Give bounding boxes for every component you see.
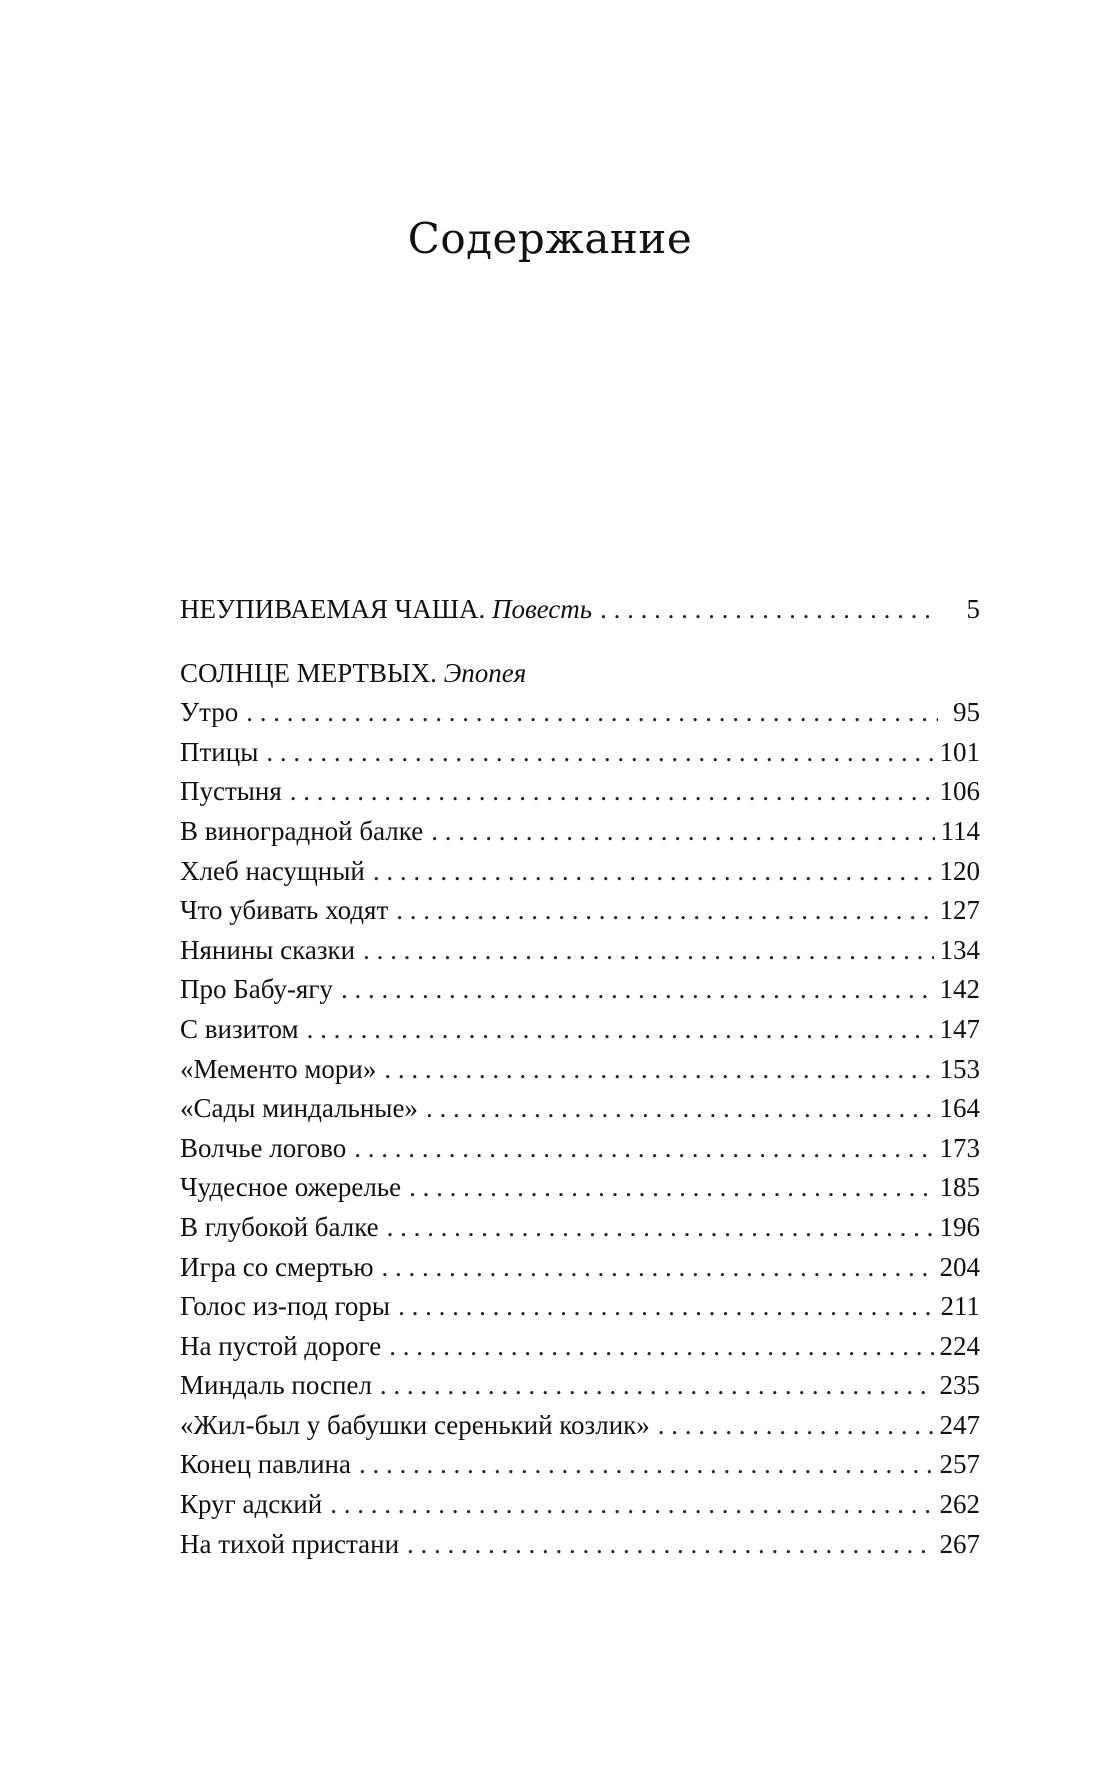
work-genre: Эпопея: [443, 657, 527, 688]
section-heading-work2: [180, 654, 980, 694]
toc-entry-label: Что убивать ходят: [180, 895, 389, 926]
toc-entry[interactable]: [180, 1525, 980, 1565]
toc-entry[interactable]: [180, 1168, 980, 1208]
page-number: 127: [939, 895, 980, 926]
toc-entry[interactable]: [180, 852, 980, 892]
page-number: 164: [939, 1093, 980, 1124]
toc-entry[interactable]: [180, 693, 980, 733]
toc-entry[interactable]: [180, 1327, 980, 1367]
dot-leader: [387, 1208, 934, 1248]
toc-entry[interactable]: [180, 931, 980, 971]
dot-leader: [431, 812, 934, 852]
page-number: 95: [953, 697, 980, 728]
toc-entry-label: Про Бабу-ягу: [180, 974, 333, 1005]
work-title: НЕУПИВАЕМАЯ ЧАША.: [180, 594, 486, 624]
toc-entry[interactable]: [180, 970, 980, 1010]
page-number: 142: [939, 974, 980, 1005]
work-genre: Повесть: [491, 594, 593, 624]
toc-entry[interactable]: [180, 1208, 980, 1248]
toc-entry-label: Миндаль поспел: [180, 1370, 372, 1401]
page-number: 257: [939, 1449, 980, 1480]
toc-entry-label: [180, 590, 592, 630]
toc-entry[interactable]: [180, 1485, 980, 1525]
toc-entry[interactable]: [180, 812, 980, 852]
page-number: 106: [939, 776, 980, 807]
dot-leader: [407, 1525, 933, 1565]
toc-entry-label: С визитом: [180, 1013, 299, 1044]
toc-entry[interactable]: [180, 1366, 980, 1406]
toc-entry-work1[interactable]: [180, 590, 980, 630]
toc-entry-label: В виноградной балке: [180, 815, 424, 846]
page-number: 267: [939, 1528, 980, 1559]
work-title: СОЛНЦЕ МЕРТВЫХ.: [180, 657, 437, 688]
toc-entry[interactable]: [180, 733, 980, 773]
toc-entry-label: Птицы: [180, 736, 259, 767]
toc-entry-label: Игра со смертью: [180, 1251, 374, 1282]
page-number: 173: [939, 1132, 980, 1163]
page-number: 134: [939, 934, 980, 965]
dot-leader: [354, 1129, 933, 1169]
dot-leader: [246, 693, 938, 733]
toc-entry-label: На пустой дороге: [180, 1330, 382, 1361]
dot-leader: [330, 1485, 933, 1525]
page-number: 153: [939, 1053, 980, 1084]
dot-leader: [382, 1248, 934, 1288]
page-number: 196: [939, 1211, 980, 1242]
chapter-list: [180, 693, 980, 1564]
toc-entry[interactable]: [180, 1445, 980, 1485]
dot-leader: [409, 1168, 933, 1208]
toc-entry-label: На тихой пристани: [180, 1528, 400, 1559]
toc-entry[interactable]: [180, 1248, 980, 1288]
dot-leader: [380, 1366, 934, 1406]
dot-leader: [384, 1050, 933, 1090]
toc-entry[interactable]: [180, 1010, 980, 1050]
dot-leader: [600, 590, 938, 630]
page-number: 147: [939, 1013, 980, 1044]
dot-leader: [363, 931, 933, 971]
page-number: 204: [939, 1251, 980, 1282]
dot-leader: [396, 891, 933, 931]
page-number: 5: [966, 594, 980, 624]
dot-leader: [426, 1089, 934, 1129]
dot-leader: [389, 1327, 933, 1367]
toc-entry-label: Чудесное ожерелье: [180, 1172, 402, 1203]
page-number: 235: [939, 1370, 980, 1401]
toc-entry-label: «Мементо мори»: [180, 1053, 377, 1084]
toc-entry[interactable]: [180, 1089, 980, 1129]
toc-entry-label: Пустыня: [180, 776, 282, 807]
page-title: Содержание: [407, 214, 693, 263]
toc-entry-label: Утро: [180, 697, 239, 728]
dot-leader: [266, 733, 933, 773]
toc-entry[interactable]: [180, 1287, 980, 1327]
toc-entry-label: «Жил-был у бабушки серенький козлик»: [180, 1409, 650, 1440]
page-number: 211: [940, 1291, 980, 1322]
dot-leader: [290, 772, 934, 812]
toc-entry-label: Конец павлина: [180, 1449, 351, 1480]
page-number: 262: [939, 1489, 980, 1520]
toc-entry-label: «Сады миндальные»: [180, 1093, 418, 1124]
dot-leader: [658, 1406, 934, 1446]
dot-leader: [373, 852, 934, 892]
table-of-contents: [180, 590, 980, 1564]
toc-entry-label: Круг адский: [180, 1489, 323, 1520]
toc-entry-label: Волчье логово: [180, 1132, 347, 1163]
toc-entry[interactable]: [180, 1406, 980, 1446]
dot-leader: [398, 1287, 934, 1327]
toc-entry-label: Голос из-под горы: [180, 1291, 391, 1322]
page-number: 114: [940, 815, 980, 846]
page-number: 185: [939, 1172, 980, 1203]
toc-entry-label: Нянины сказки: [180, 934, 356, 965]
page-number: 101: [939, 736, 980, 767]
page-number: 224: [939, 1330, 980, 1361]
toc-entry[interactable]: [180, 1129, 980, 1169]
toc-entry[interactable]: [180, 1050, 980, 1090]
toc-entry[interactable]: [180, 891, 980, 931]
toc-entry[interactable]: [180, 772, 980, 812]
page-number: 120: [939, 855, 980, 886]
dot-leader: [359, 1445, 934, 1485]
dot-leader: [307, 1010, 934, 1050]
page-number: 247: [939, 1409, 980, 1440]
dot-leader: [341, 970, 934, 1010]
toc-entry-label: Хлеб насущный: [180, 855, 365, 886]
toc-entry-label: В глубокой балке: [180, 1211, 379, 1242]
